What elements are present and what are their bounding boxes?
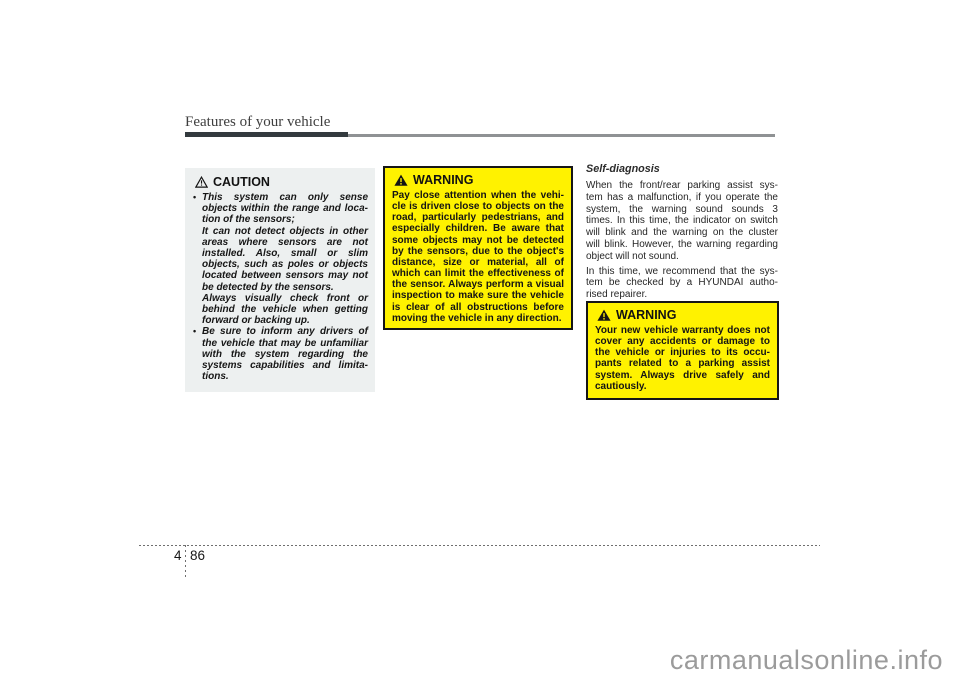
text-line: the vehicle or injuries to its occu-	[595, 347, 770, 359]
caution-paragraph	[202, 293, 368, 327]
text-line: rised repairer.	[586, 289, 648, 301]
bullet-marker: •	[193, 326, 197, 337]
text-line: object will not sound.	[586, 250, 679, 262]
warning-box-warranty	[586, 301, 779, 400]
header-rule-dark	[185, 132, 348, 137]
text-line: some objects may not be detected	[392, 234, 564, 246]
caution-list-item	[193, 326, 368, 382]
text-line: distance, size or material, all of	[392, 256, 564, 268]
text-line: is clear of all obstructions before	[392, 301, 564, 313]
text-line: behind the vehicle when getting	[202, 304, 368, 316]
caution-box	[185, 168, 375, 392]
caution-box-title	[195, 175, 368, 189]
footer-dashed-divider	[185, 545, 186, 578]
caution-items	[193, 192, 368, 382]
self-diagnosis-paragraphs	[586, 180, 778, 301]
watermark-text: carmanualsonline.info	[669, 645, 943, 675]
text-line: will blink. However, the warning regarding	[586, 238, 778, 250]
text-line: objects within the range and loca-	[202, 203, 368, 215]
text-line: which can limit the effectiveness of	[392, 268, 564, 280]
warning-center-body	[392, 190, 564, 324]
text-line: inspection to make sure the vehicle	[392, 290, 564, 302]
text-line: by the sensors, due to the object's	[392, 245, 564, 257]
text-line: especially children. Be aware that	[392, 223, 564, 235]
text-line: cautiously.	[595, 380, 647, 392]
body-paragraph	[586, 266, 778, 301]
text-line: areas where sensors are not	[202, 236, 368, 248]
text-line: system, the warning sound sounds 3	[586, 203, 778, 215]
self-diagnosis-heading: Self-diagnosis	[586, 163, 660, 175]
footer-dashed-rule	[139, 545, 820, 546]
text-line: cover any accidents or damage to	[595, 336, 770, 348]
page-header-title: Features of your vehicle	[185, 114, 331, 130]
text-line: cle is driven close to objects on the	[392, 201, 564, 213]
text-line: will blink and the warning on the cluster	[586, 227, 778, 239]
text-line: Your new vehicle warranty does not	[595, 325, 770, 336]
warning-box-driving	[383, 166, 573, 330]
text-line: Pay close attention when the vehi-	[392, 190, 564, 201]
body-paragraph	[586, 180, 778, 263]
text-line: with the system regarding the	[202, 348, 368, 360]
text-line: road, particularly pedestrians, and	[392, 212, 564, 224]
text-line: tem has a malfunction, if you operate the	[586, 191, 778, 203]
text-line: tem be checked by a HYUNDAI autho-	[586, 277, 778, 289]
text-line: When the front/rear parking assist sys-	[586, 180, 778, 191]
footer-chapter-number: 4	[174, 548, 182, 563]
text-line: pants related to a parking assist	[595, 358, 770, 370]
text-line: the sensor. Always perform a visual	[392, 279, 564, 291]
text-line: system. Always drive safely and	[595, 369, 770, 381]
caution-list-item	[193, 192, 368, 326]
caution-title-label: CAUTION	[213, 175, 270, 189]
warning-title-label: WARNING	[413, 173, 474, 187]
warning-box-title	[597, 308, 770, 322]
text-line: located between sensors may not	[202, 270, 368, 282]
caution-paragraph	[202, 226, 368, 293]
text-line: It can not detect objects in other	[202, 225, 368, 237]
text-line: In this time, we recommend that the sys-	[586, 265, 778, 277]
text-line: forward or backing up.	[202, 315, 310, 327]
text-line: moving the vehicle in any direction.	[392, 312, 562, 324]
text-line: installed. Also, small or slim	[202, 248, 368, 260]
caution-triangle-icon	[195, 176, 208, 188]
footer-page-number: 86	[190, 548, 206, 563]
warning-right-body	[595, 325, 770, 392]
self-diagnosis-section	[586, 163, 778, 304]
header-rule-gray	[348, 134, 775, 137]
text-line: tion of the sensors;	[202, 214, 295, 226]
text-line: This system can only sense	[202, 192, 368, 203]
warning-box-title	[394, 173, 564, 187]
text-line: the vehicle that may be unfamiliar	[202, 337, 368, 349]
bullet-marker: •	[193, 192, 197, 202]
text-line: be detected by the sensors.	[202, 281, 334, 293]
text-line: systems capabilities and limita-	[202, 360, 368, 372]
text-line: tions.	[202, 371, 229, 383]
caution-paragraph	[202, 192, 368, 226]
text-line: Always visually check front or	[202, 292, 368, 304]
text-line: Be sure to inform any drivers of	[202, 326, 368, 338]
caution-paragraph	[202, 326, 368, 382]
text-line: times. In this time, the indicator on switch	[586, 215, 778, 227]
warning-triangle-icon	[394, 174, 408, 186]
text-line: objects, such as poles or objects	[202, 259, 368, 271]
warning-title-label: WARNING	[616, 308, 677, 322]
warning-triangle-icon	[597, 309, 611, 321]
